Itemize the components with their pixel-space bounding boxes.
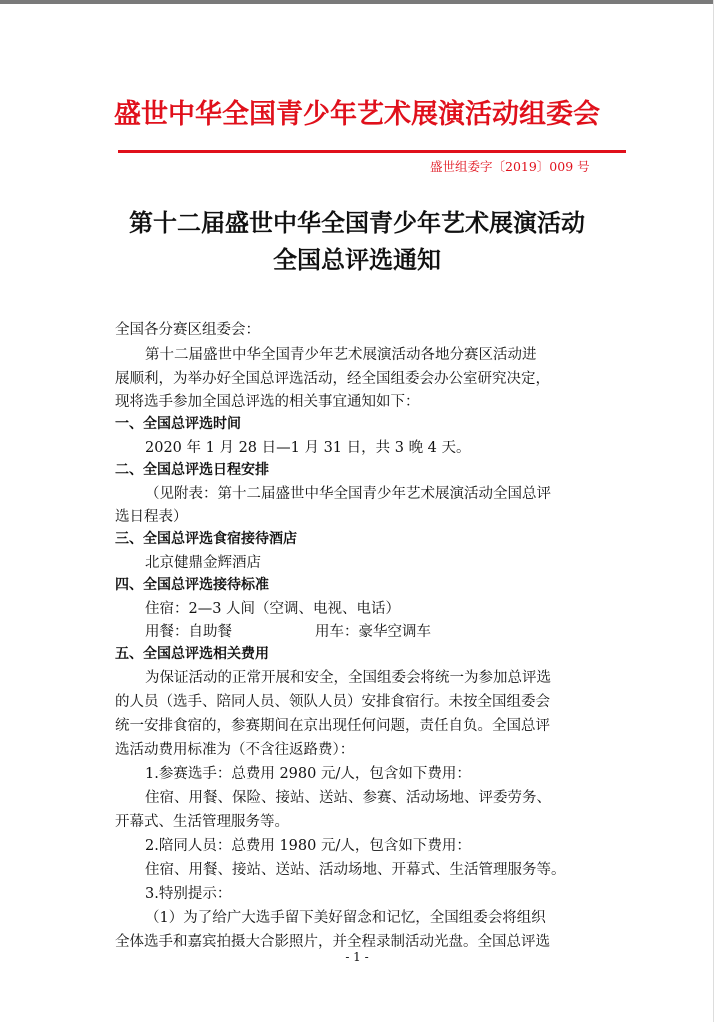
section-heading-standard: 四、全国总评选接待标准	[115, 577, 269, 593]
fee-contestant-title: 1.参赛选手：总费用 2980 元/人，包含如下费用：	[145, 766, 471, 782]
document-title-line-1: 第十二届盛世中华全国青少年艺术展演活动	[129, 209, 585, 237]
page-number: - 1 -	[345, 950, 369, 964]
fee-contestant-items: 开幕式、生活管理服务等。	[115, 814, 289, 830]
fees-paragraph-line: 选活动费用标准为（不含往返路费）：	[115, 742, 355, 758]
special-notice-text: （1）为了给广大选手留下美好留念和记忆，全国组委会将组织	[145, 910, 546, 926]
section-heading-time: 一、全国总评选时间	[115, 416, 241, 432]
intro-line: 现将选手参加全国总评选的相关事宜通知如下：	[115, 394, 420, 410]
fee-contestant-items: 住宿、用餐、保险、接站、送站、参赛、活动场地、评委劳务、	[145, 790, 551, 806]
fees-paragraph-line: 的人员（选手、陪同人员、领队人员）安排食宿行。未按全国组委会	[115, 694, 550, 710]
document-title-line-2: 全国总评选通知	[273, 246, 441, 274]
section-text-schedule: 选日程表）	[115, 509, 188, 525]
special-notice-title: 3.特别提示：	[145, 886, 232, 902]
intro-line: 展顺利，为举办好全国总评选活动，经全国组委会办公室研究决定，	[115, 371, 550, 387]
section-text-hotel: 北京健鼎金辉酒店	[145, 555, 261, 571]
standard-vehicle: 用车：豪华空调车	[315, 624, 431, 640]
section-heading-fees: 五、全国总评选相关费用	[115, 646, 269, 662]
section-heading-hotel: 三、全国总评选食宿接待酒店	[115, 531, 297, 547]
intro-line: 第十二届盛世中华全国青少年艺术展演活动各地分赛区活动进	[145, 347, 537, 363]
section-text-schedule: （见附表：第十二届盛世中华全国青少年艺术展演活动全国总评	[145, 486, 551, 502]
fee-companion-title: 2.陪同人员：总费用 1980 元/人，包含如下费用：	[145, 838, 471, 854]
standard-lodging: 住宿：2—3 人间（空调、电视、电话）	[145, 601, 401, 617]
salutation: 全国各分赛区组委会：	[115, 322, 260, 338]
section-text-time: 2020 年 1 月 28 日—1 月 31 日，共 3 晚 4 天。	[145, 440, 471, 456]
document-number: 盛世组委字〔2019〕009 号	[430, 159, 590, 174]
fee-companion-items: 住宿、用餐、接站、送站、活动场地、开幕式、生活管理服务等。	[145, 862, 566, 878]
organization-header: 盛世中华全国青少年艺术展演活动组委会	[114, 99, 600, 130]
section-heading-schedule: 二、全国总评选日程安排	[115, 462, 269, 478]
header-red-rule	[118, 150, 626, 153]
fees-paragraph-line: 为保证活动的正常开展和安全，全国组委会将统一为参加总评选	[145, 670, 551, 686]
fees-paragraph-line: 统一安排食宿的，参赛期间在京出现任何问题，责任自负。全国总评	[115, 718, 550, 734]
standard-meals: 用餐：自助餐	[145, 624, 232, 640]
special-notice-text: 全体选手和嘉宾拍摄大合影照片，并全程录制活动光盘。全国总评选	[115, 934, 550, 950]
